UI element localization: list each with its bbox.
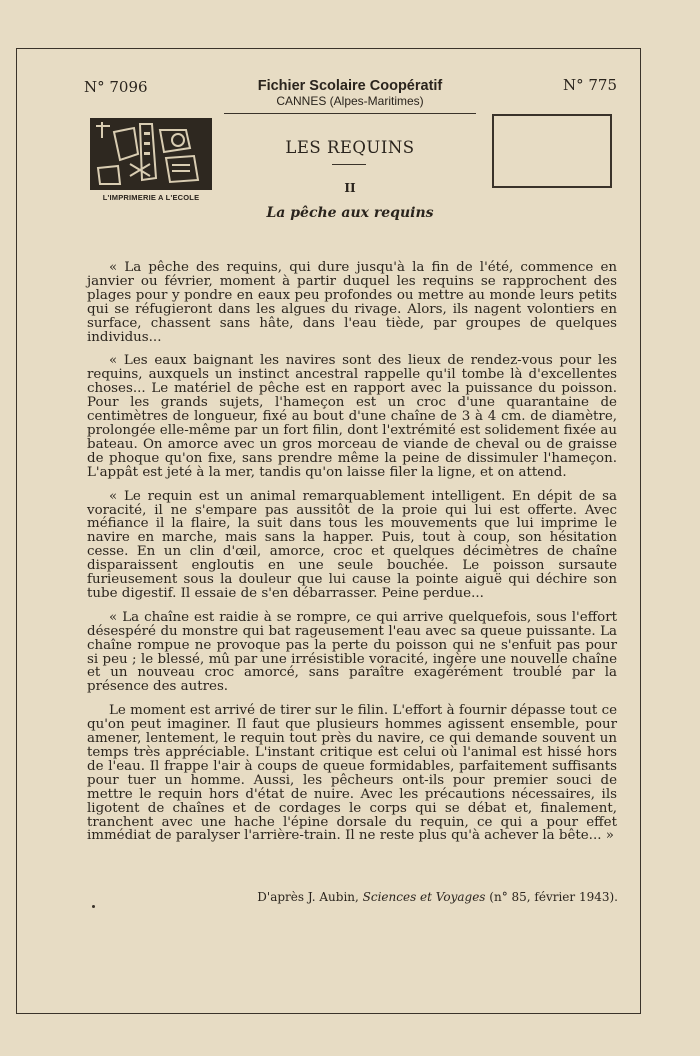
logo-caption: L'IMPRIMERIE A L'ECOLE [102, 193, 200, 202]
card-number-left: N° 7096 [84, 78, 148, 96]
document-title: LES REQUINS [285, 138, 415, 157]
paragraph-2: « Les eaux baignant les navires sont des lieux de rendez-vous pour les requins, auxquels un instinct ancestral rappelle qu'il tombe là d'excellentes choses... Le matériel de pêche est en rapport avec la puissance du poisson. Pour les grands sujets, l'hameçon est un croc d'une quarantaine de centimètres de longueur, fixé au bout d'une chaîne de 3 à 4 cm. de diamètre, prolongée elle-même par un fort filin, dont l'extrémité est solidement fixée au bateau. On amorce avec un gros morceau de viande de cheval ou de graisse de phoque qu'on fixe, sans prendre même la peine de dissimuler l'hameçon. L'appât est jeté à la mer, tandis qu'on laisse filer la ligne, et on attend. [87, 353, 617, 480]
stamp-box [492, 114, 612, 188]
article-body [87, 261, 617, 853]
source-journal: Sciences et Voyages [362, 890, 486, 904]
source-prefix: D'après J. Aubin, [257, 890, 363, 904]
header-subtitle: CANNES (Alpes-Maritimes) [276, 94, 424, 108]
paragraph-3: « Le requin est un animal remarquablement intelligent. En dépit de sa voracité, il ne s'empare pas aussitôt de la proie qui lui est offerte. Avec méfiance il la flaire, la suit dans tous les mouvements que lui imprime le navire en marche, mais sans la happer. Puis, tout à coup, son hésitation cesse. En un clin d'œil, amorce, croc et quelques décimètres de chaîne disparaissent engloutis en une seule bouchée. Le poisson sursaute furieusement sous la douleur que lui cause la pointe aiguë qui déchire son tube digestif. Il essaie de s'en débarrasser. Peine perdue... [87, 488, 617, 601]
paragraph-4: « La chaîne est raidie à se rompre, ce qui arrive quelquefois, sous l'effort désespéré du monstre qui bat rageusement l'eau avec sa queue puissante. La chaîne rompue ne provoque pas la perte du poisson qui ne s'enfuit pas pour si peu ; le blessé, mû par une irrésistible voracité, ingère une nouvelle chaîne et un nouveau croc amorcé, sans paraître exagérément troublé par la présence des autres. [87, 609, 617, 695]
title-rule [332, 164, 366, 165]
paragraph-5: Le moment est arrivé de tirer sur le filin. L'effort à fournir dépasse tout ce qu'on peut imaginer. Il faut que plusieurs hommes agissent ensemble, pour amener, lentement, le requin tout près du navire, ce qui demande souvent un temps très appréciable. L'instant critique est celui où l'animal est hissé hors de l'eau. Il frappe l'air à coups de queue formidables, parfaitement suffisants pour tuer un homme. Aussi, les pêcheurs ont-ils pour premier souci de mettre le requin hors d'état de nuire. Avec les précautions nécessaires, ils ligotent de chaînes et de cordages le corps qui se débat et, finalement, tranchent avec une hache l'épine dorsale du requin, ce qui a pour effet immédiat de paralyser l'arrière-train. Il ne reste plus qu'à achever la bête... » [87, 703, 617, 844]
paragraph-1: « La pêche des requins, qui dure jusqu'à la fin de l'été, commence en janvier ou février, moment à partir duquel les requins se rapprochent des plages pour y pondre en eaux peu profondes ou mettre au monde leurs petits qui se réfugieront dans les algues du rivage. Alors, ils nagent volontiers en surface, chassent sans hâte, dans l'eau tiède, par groupes de quelques individus... [87, 260, 617, 345]
part-number: II [344, 181, 356, 195]
document-subtitle: La pêche aux requins [266, 205, 434, 221]
source-citation [200, 890, 618, 904]
ink-dot [92, 905, 95, 908]
header-rule [224, 113, 476, 114]
header-title: Fichier Scolaire Coopératif [257, 78, 443, 94]
source-suffix: (n° 85, février 1943). [485, 890, 618, 904]
printing-press-woodcut-icon [90, 118, 212, 190]
card-number-right: N° 775 [563, 76, 618, 94]
